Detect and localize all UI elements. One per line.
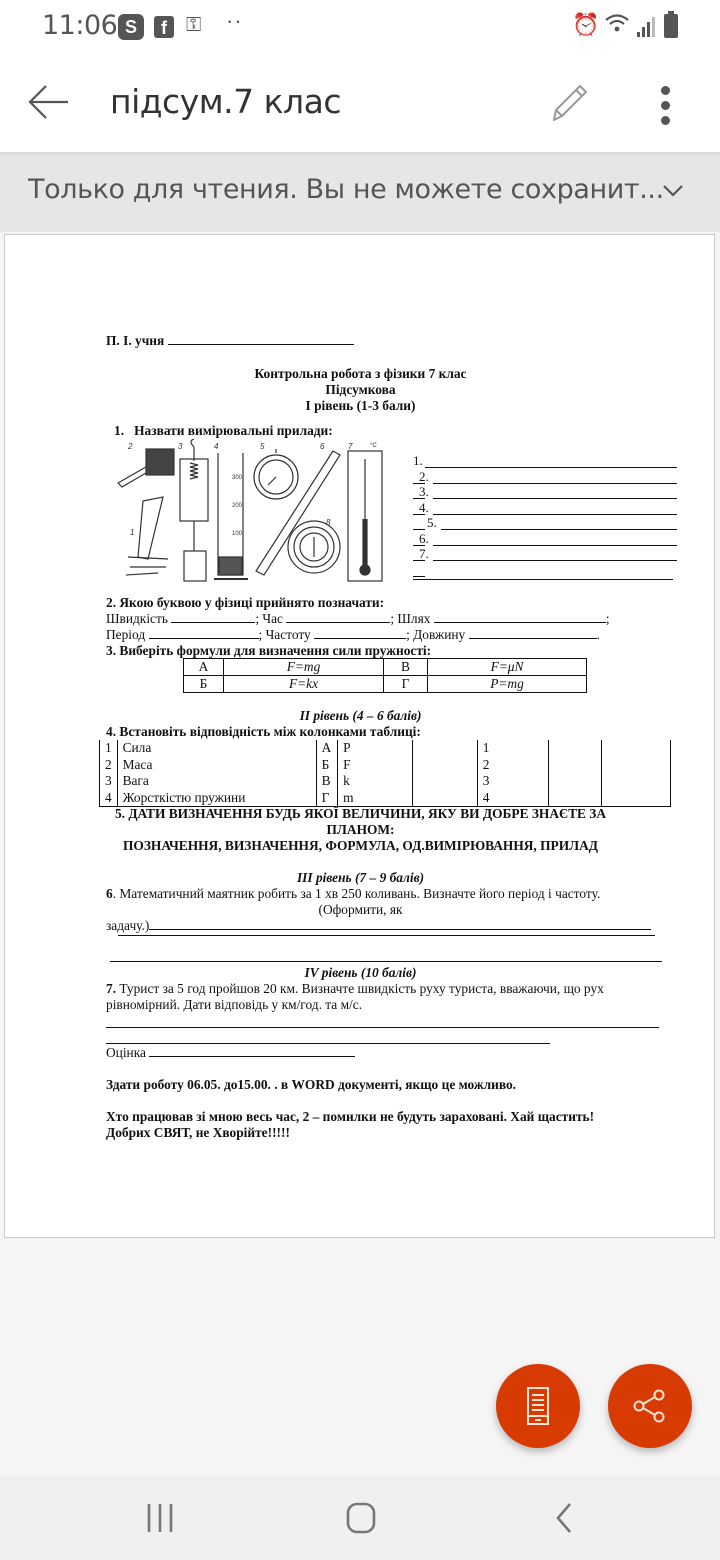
answer-number: 3. — [419, 484, 429, 499]
answer-line-row[interactable] — [413, 469, 677, 485]
level-4-heading: IV рівень (10 балів) — [304, 965, 417, 980]
question-5-line-3: ПОЗНАЧЕННЯ, ВИЗНАЧЕННЯ, ФОРМУЛА, ОД.ВИМІРЮВАННЯ, ПРИЛАД — [123, 838, 598, 853]
question-7-line-1 — [106, 981, 604, 997]
closing-line-2: Добрих СВЯТ, не Хворійте!!!!! — [106, 1125, 290, 1140]
answer-blank[interactable] — [286, 611, 390, 623]
matching-table — [99, 740, 671, 807]
instrument-label-4: 4 — [214, 442, 219, 451]
option-formula: F=mg — [224, 659, 384, 676]
answer-number: 5. — [427, 515, 437, 530]
question-number: 7. — [106, 981, 117, 996]
more-dot — [661, 101, 670, 110]
table-cell: Б — [316, 757, 337, 774]
closing-line-1: Хто працював зі мною весь час, 2 – помилки не будуть зараховані. Хай щастить! — [106, 1109, 595, 1124]
punct: . — [596, 627, 600, 642]
answer-line[interactable] — [106, 1043, 550, 1044]
student-name-label: П. І. учня — [106, 333, 165, 348]
instrument-label-7: 7 — [348, 442, 353, 451]
table-row — [100, 740, 671, 757]
test-subtitle: Підсумкова — [325, 382, 396, 397]
test-title: Контрольна робота з фізики 7 клас — [254, 366, 467, 381]
status-time: 11:06 — [42, 10, 118, 41]
answer-blank[interactable] — [149, 918, 651, 930]
table-row — [100, 790, 671, 807]
table-cell: Маса — [117, 757, 316, 774]
table-cell: k — [338, 773, 413, 790]
edit-button[interactable] — [544, 80, 592, 128]
table-cell: 2 — [100, 757, 118, 774]
question-4: 4. Встановіть відповідність між колонками таблиці: — [106, 724, 421, 739]
table-cell[interactable] — [548, 773, 602, 790]
answer-number: 4. — [419, 499, 429, 515]
answer-line-row[interactable] — [413, 484, 677, 500]
level-2-heading: II рівень (4 – 6 балів) — [299, 708, 422, 723]
home-button[interactable] — [341, 1498, 381, 1538]
answer-blank[interactable] — [314, 627, 406, 639]
table-cell[interactable] — [602, 740, 671, 757]
table-cell: 3 — [477, 773, 548, 790]
battery-icon — [664, 14, 678, 38]
system-navigation-bar — [0, 1476, 720, 1560]
grade-label: Оцінка — [106, 1045, 146, 1060]
answer-line-row[interactable] — [413, 546, 677, 562]
table-cell: 2 — [477, 757, 548, 774]
table-cell: Вага — [117, 773, 316, 790]
answer-line-row[interactable] — [413, 515, 677, 531]
table-row — [184, 659, 587, 676]
table-row — [100, 757, 671, 774]
question-text: Назвати вимірювальні прилади: — [134, 423, 333, 438]
back-button[interactable] — [24, 80, 72, 124]
question-1 — [114, 423, 333, 439]
label-speed: Швидкість — [106, 611, 168, 626]
option-formula: P=mg — [428, 676, 587, 693]
instrument-label-5: 5 — [260, 442, 265, 451]
answer-number: 1. — [413, 453, 423, 468]
more-notifications-icon: ·· — [226, 8, 243, 33]
instrument-label-8: 8 — [326, 518, 331, 527]
option-letter: Г — [384, 676, 428, 693]
answer-blank[interactable] — [149, 627, 259, 639]
instrument-label-1: 1 — [130, 528, 135, 537]
answer-line-row[interactable] — [413, 500, 677, 516]
table-cell: P — [338, 740, 413, 757]
share-icon — [630, 1386, 670, 1426]
table-cell[interactable] — [412, 790, 477, 807]
question-5-line-2: ПЛАНОМ: — [326, 822, 395, 837]
label-length: ; Довжину — [406, 627, 466, 642]
table-cell: 4 — [100, 790, 118, 807]
answer-line[interactable] — [106, 1027, 659, 1028]
instrument-label-3: 3 — [178, 442, 183, 451]
label-frequency: ; Частоту — [258, 627, 311, 642]
option-letter: А — [184, 659, 224, 676]
instrument-label-2: 2 — [128, 442, 133, 451]
arrow-left-icon — [24, 80, 72, 124]
svg-text:200: 200 — [232, 503, 243, 509]
answer-blank[interactable] — [469, 627, 597, 639]
label-path: ; Шлях — [390, 611, 431, 626]
label-period: Період — [106, 627, 146, 642]
formula-options-table — [183, 658, 587, 693]
table-row — [100, 773, 671, 790]
more-options-button[interactable] — [650, 80, 682, 128]
question-2-line-2 — [106, 627, 600, 643]
signal-icon — [636, 16, 656, 43]
read-only-banner[interactable] — [0, 152, 720, 232]
question-6-note: (Оформити, як — [318, 902, 403, 917]
blank-line — [168, 333, 354, 345]
answer-line[interactable] — [118, 935, 655, 936]
table-cell[interactable] — [412, 740, 477, 757]
question-number: 6 — [106, 886, 113, 901]
table-row — [184, 676, 587, 693]
grade-field — [106, 1045, 355, 1061]
question-number: 1. — [114, 423, 125, 438]
table-cell: А — [316, 740, 337, 757]
app-bar — [0, 52, 720, 152]
option-formula: F=kx — [224, 676, 384, 693]
table-cell: 1 — [477, 740, 548, 757]
table-cell: 4 — [477, 790, 548, 807]
back-chevron-icon — [544, 1498, 584, 1538]
table-cell[interactable] — [412, 773, 477, 790]
table-cell: 3 — [100, 773, 118, 790]
question-3: 3. Виберіть формули для визначення сили пружності: — [106, 643, 432, 658]
key-icon: ⚿ — [186, 14, 202, 36]
status-bar — [0, 0, 720, 52]
answer-line-row[interactable] — [413, 453, 677, 469]
system-back-button[interactable] — [544, 1498, 584, 1538]
more-dot — [661, 116, 670, 125]
share-button[interactable] — [608, 1364, 692, 1448]
mobile-view-icon — [518, 1386, 558, 1426]
more-vertical-icon — [661, 86, 670, 95]
dash — [413, 576, 425, 577]
option-formula: F=μN — [428, 659, 587, 676]
table-cell[interactable] — [602, 757, 671, 774]
answer-line[interactable] — [110, 961, 662, 962]
level-3-heading: III рівень (7 – 9 балів) — [296, 870, 425, 885]
label-time: ; Час — [255, 611, 283, 626]
app-notification-icon: S — [118, 14, 144, 40]
answer-blank[interactable] — [171, 611, 255, 623]
answer-lines-q1 — [413, 453, 677, 577]
question-7-line-2: рівномірний. Дати відповідь у км/год. та м/с. — [106, 997, 363, 1012]
table-cell: Г — [316, 790, 337, 807]
alarm-icon: ⏰ — [572, 12, 600, 37]
table-cell: m — [338, 790, 413, 807]
svg-text:100: 100 — [232, 531, 243, 537]
question-6-answer-line — [106, 918, 651, 934]
question-6 — [106, 886, 600, 902]
table-cell[interactable] — [548, 790, 602, 807]
rule — [413, 579, 673, 580]
document-page — [4, 234, 715, 1238]
answer-number: 7. — [419, 546, 429, 561]
table-cell[interactable] — [602, 773, 671, 790]
recent-apps-icon — [140, 1498, 180, 1538]
wifi-icon — [604, 12, 630, 41]
instrument-label-6: 6 — [320, 442, 325, 451]
answer-line-row[interactable] — [413, 531, 677, 547]
facebook-icon: f — [154, 16, 174, 38]
option-letter: В — [384, 659, 428, 676]
answer-number: 6. — [419, 530, 429, 546]
home-icon — [341, 1498, 381, 1538]
measuring-instruments-image — [108, 439, 398, 587]
svg-text:°C: °C — [370, 443, 377, 449]
table-cell[interactable] — [548, 757, 602, 774]
table-cell: F — [338, 757, 413, 774]
question-2: 2. Якою буквою у фізиці прийнято позначати: — [106, 595, 385, 610]
question-6-note-end: задачу.) — [106, 918, 150, 933]
level-1-heading: І рівень (1-3 бали) — [305, 398, 416, 413]
table-cell: 1 — [100, 740, 118, 757]
question-5-line-1: 5. ДАТИ ВИЗНАЧЕННЯ БУДЬ ЯКОЇ ВЕЛИЧИНИ, ЯКУ ВИ ДОБРЕ ЗНАЄТЕ ЗА — [114, 806, 607, 821]
banner-text: Только для чтения. Вы не можете сохранит... — [28, 174, 664, 205]
answer-line-row[interactable] — [413, 562, 677, 578]
question-2-line-1 — [106, 611, 610, 627]
question-text: Турист за 5 год пройшов 20 км. Визначте швидкість руху туриста, вважаючи, що рух — [116, 981, 604, 996]
table-cell: Жорсткістю пружини — [117, 790, 316, 807]
recent-apps-button[interactable] — [140, 1498, 180, 1538]
chevron-down-icon[interactable] — [660, 180, 686, 200]
table-cell[interactable] — [548, 740, 602, 757]
grade-blank[interactable] — [149, 1045, 355, 1057]
submission-note: Здати роботу 06.05. до15.00. . в WORD документі, якщо це можливо. — [106, 1077, 517, 1092]
svg-text:300: 300 — [232, 475, 243, 481]
answer-number: 2. — [419, 468, 429, 484]
question-text: . Математичний маятник робить за 1 хв 250 коливань. Визначте його період і частоту. — [112, 886, 601, 901]
punct: ; — [605, 611, 610, 626]
table-cell[interactable] — [602, 790, 671, 807]
table-cell[interactable] — [412, 757, 477, 774]
option-letter: Б — [184, 676, 224, 693]
student-name-field — [106, 333, 354, 349]
answer-blank[interactable] — [434, 611, 606, 623]
read-mode-button[interactable] — [496, 1364, 580, 1448]
pencil-icon — [544, 80, 592, 128]
table-cell: Сила — [117, 740, 316, 757]
document-title: підсум.7 клас — [110, 82, 341, 121]
table-cell: В — [316, 773, 337, 790]
